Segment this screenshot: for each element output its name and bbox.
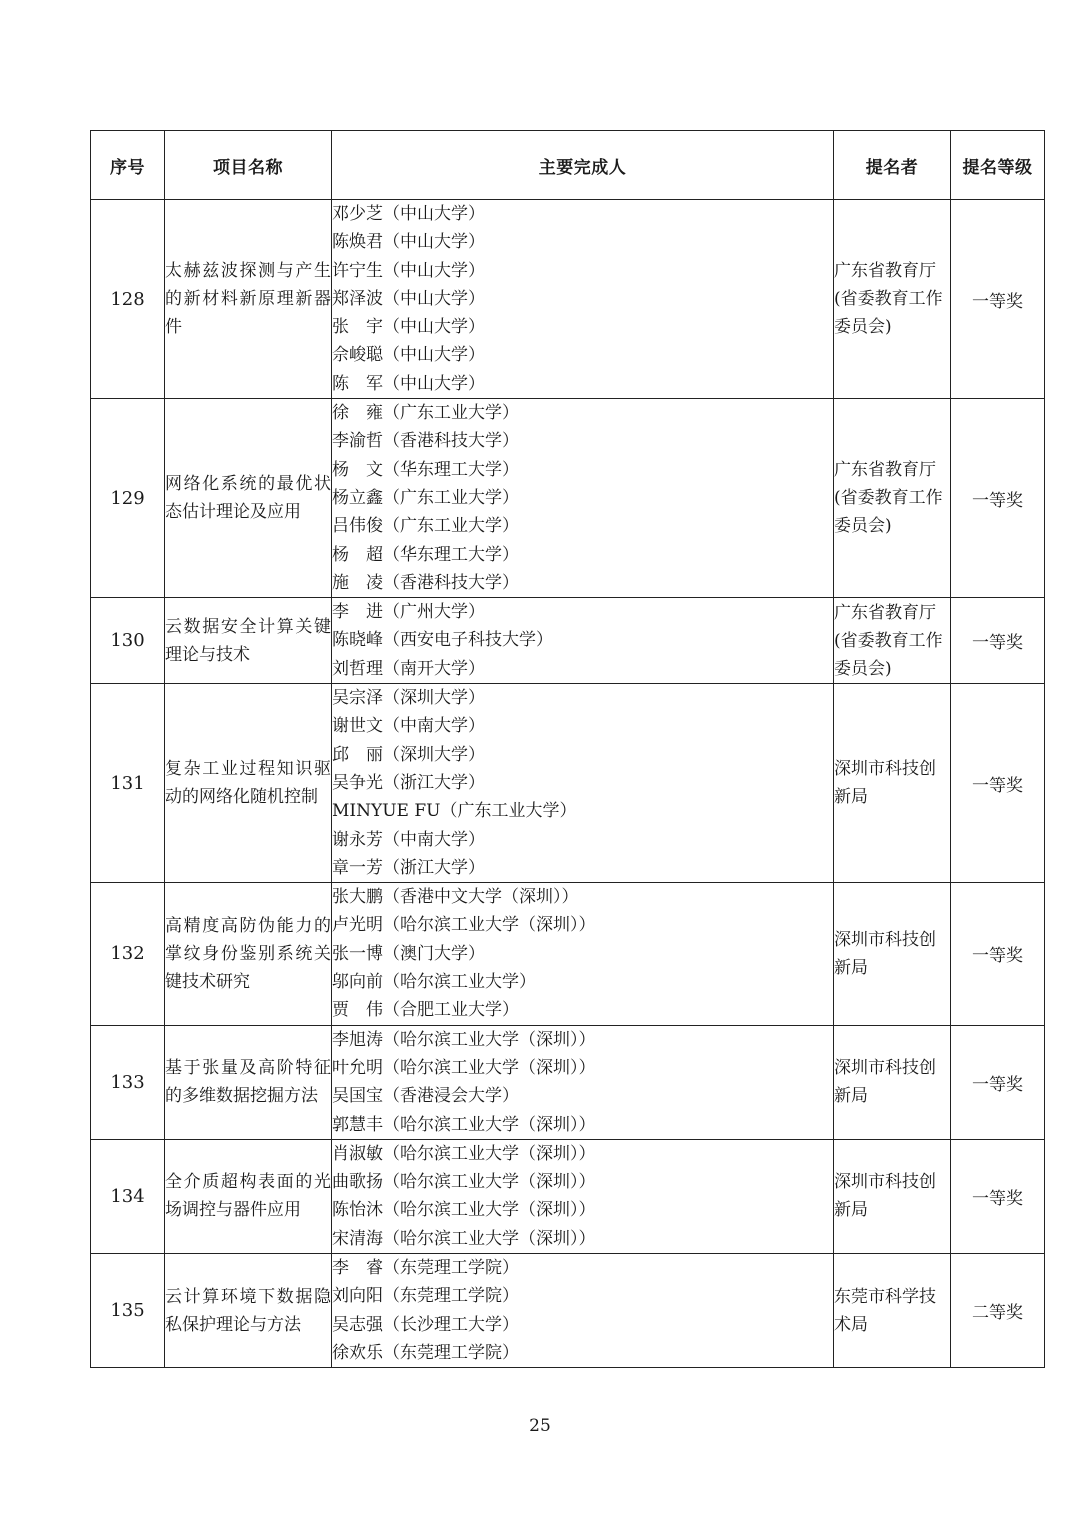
contributor-entry: MINYUE FU（广东工业大学） (332, 801, 577, 822)
nominator-cell: 深圳市科技创新局 (834, 1139, 951, 1253)
table-row (91, 883, 1045, 1025)
table-row (91, 598, 1045, 684)
contributor-entry: 吴志强（长沙理工大学） (332, 1314, 519, 1335)
project-name-cell: 云数据安全计算关键理论与技术 (165, 598, 332, 684)
main-contributors-cell (332, 399, 834, 598)
awards-table (90, 130, 1045, 1368)
contributor-entry: 杨 文（华东理工大学） (332, 459, 519, 480)
serial-number-cell: 135 (91, 1253, 165, 1367)
main-contributors-cell (332, 1139, 834, 1253)
contributor-entry: 刘向阳（东莞理工学院） (332, 1286, 519, 1307)
header-project-name: 项目名称 (165, 131, 332, 200)
contributor-entry: 吴宗泽（深圳大学） (332, 688, 485, 709)
page-number: 25 (529, 1416, 551, 1436)
project-name-cell: 高精度高防伪能力的掌纹身份鉴别系统关键技术研究 (165, 883, 332, 1025)
serial-number-cell: 132 (91, 883, 165, 1025)
contributor-entry: 邬向前（哈尔滨工业大学） (332, 972, 536, 993)
contributor-entry: 宋清海（哈尔滨工业大学（深圳）） (332, 1228, 596, 1249)
serial-number-cell: 131 (91, 684, 165, 883)
contributor-entry: 佘峻聪（中山大学） (332, 345, 485, 366)
contributor-entry: 刘哲理（南开大学） (332, 658, 485, 679)
project-name-cell: 复杂工业过程知识驱动的网络化随机控制 (165, 684, 332, 883)
serial-number-cell: 129 (91, 399, 165, 598)
serial-number-cell: 134 (91, 1139, 165, 1253)
table-row (91, 399, 1045, 598)
project-name-cell: 全介质超构表面的光场调控与器件应用 (165, 1139, 332, 1253)
contributor-entry: 李渝哲（香港科技大学） (332, 431, 519, 452)
contributor-entry: 郑泽波（中山大学） (332, 288, 485, 309)
contributor-entry: 李旭涛（哈尔滨工业大学（深圳）） (332, 1029, 596, 1050)
table-body (91, 200, 1045, 1368)
contributor-entry: 杨立鑫（广东工业大学） (332, 487, 519, 508)
table-row (91, 200, 1045, 399)
nominator-cell: 广东省教育厅(省委教育工作委员会) (834, 399, 951, 598)
contributor-entry: 贾 伟（合肥工业大学） (332, 1000, 519, 1021)
serial-number-cell: 130 (91, 598, 165, 684)
contributor-entry: 吕伟俊（广东工业大学） (332, 516, 519, 537)
main-contributors-cell (332, 598, 834, 684)
main-contributors-cell (332, 684, 834, 883)
contributor-entry: 徐欢乐（东莞理工学院） (332, 1342, 519, 1363)
serial-number-cell: 128 (91, 200, 165, 399)
nomination-grade-cell: 一等奖 (951, 1025, 1045, 1139)
contributor-entry: 李 睿（东莞理工学院） (332, 1257, 519, 1278)
nomination-grade-cell: 一等奖 (951, 399, 1045, 598)
contributor-entry: 吴国宝（香港浸会大学） (332, 1086, 519, 1107)
header-nomination-grade: 提名等级 (951, 131, 1045, 200)
contributor-entry: 陈怡沐（哈尔滨工业大学（深圳）） (332, 1200, 596, 1221)
nominator-cell: 深圳市科技创新局 (834, 883, 951, 1025)
nomination-grade-cell: 一等奖 (951, 200, 1045, 399)
contributor-entry: 章一芳（浙江大学） (332, 857, 485, 878)
nominator-cell: 深圳市科技创新局 (834, 1025, 951, 1139)
contributor-entry: 张 宇（中山大学） (332, 317, 485, 338)
contributor-entry: 陈晓峰（西安电子科技大学） (332, 630, 553, 651)
contributor-entry: 叶允明（哈尔滨工业大学（深圳）） (332, 1057, 596, 1078)
contributor-entry: 张大鹏（香港中文大学（深圳）） (332, 887, 579, 908)
contributor-entry: 邓少芝（中山大学） (332, 204, 485, 224)
contributor-entry: 许宁生（中山大学） (332, 260, 485, 281)
contributor-entry: 曲歌扬（哈尔滨工业大学（深圳）） (332, 1172, 596, 1193)
nomination-grade-cell: 二等奖 (951, 1253, 1045, 1367)
nominator-cell: 深圳市科技创新局 (834, 684, 951, 883)
contributor-entry: 杨 超（华东理工大学） (332, 544, 519, 565)
project-name-cell: 基于张量及高阶特征的多维数据挖掘方法 (165, 1025, 332, 1139)
table-row (91, 684, 1045, 883)
nomination-grade-cell: 一等奖 (951, 684, 1045, 883)
contributor-entry: 郭慧丰（哈尔滨工业大学（深圳）） (332, 1114, 596, 1135)
main-contributors-cell (332, 1025, 834, 1139)
project-name-cell: 太赫兹波探测与产生的新材料新原理新器件 (165, 200, 332, 399)
contributor-entry: 谢永芳（中南大学） (332, 829, 485, 850)
nomination-grade-cell: 一等奖 (951, 598, 1045, 684)
contributor-entry: 施 凌（香港科技大学） (332, 572, 519, 593)
table-row (91, 1253, 1045, 1367)
table-row (91, 1139, 1045, 1253)
main-contributors-cell (332, 1253, 834, 1367)
main-contributors-cell (332, 200, 834, 399)
contributor-entry: 谢世文（中南大学） (332, 716, 485, 737)
nomination-grade-cell: 一等奖 (951, 883, 1045, 1025)
contributor-entry: 陈焕君（中山大学） (332, 232, 485, 253)
project-name-cell: 网络化系统的最优状态估计理论及应用 (165, 399, 332, 598)
contributor-entry: 邱 丽（深圳大学） (332, 744, 485, 765)
contributor-entry: 李 进（广州大学） (332, 602, 485, 623)
table-header-row (91, 131, 1045, 200)
project-name-cell: 云计算环境下数据隐私保护理论与方法 (165, 1253, 332, 1367)
contributor-entry: 徐 雍（广东工业大学） (332, 403, 519, 424)
header-main-contributors: 主要完成人 (332, 131, 834, 200)
contributor-entry: 张一博（澳门大学） (332, 943, 485, 964)
contributor-entry: 卢光明（哈尔滨工业大学（深圳）） (332, 915, 596, 936)
serial-number-cell: 133 (91, 1025, 165, 1139)
nominator-cell: 广东省教育厅(省委教育工作委员会) (834, 598, 951, 684)
header-serial-number: 序号 (91, 131, 165, 200)
contributor-entry: 陈 军（中山大学） (332, 373, 485, 394)
nominator-cell: 广东省教育厅(省委教育工作委员会) (834, 200, 951, 399)
nomination-grade-cell: 一等奖 (951, 1139, 1045, 1253)
table-row (91, 1025, 1045, 1139)
nominator-cell: 东莞市科学技术局 (834, 1253, 951, 1367)
main-contributors-cell (332, 883, 834, 1025)
contributor-entry: 肖淑敏（哈尔滨工业大学（深圳）） (332, 1143, 596, 1164)
contributor-entry: 吴争光（浙江大学） (332, 772, 485, 793)
header-nominator: 提名者 (834, 131, 951, 200)
